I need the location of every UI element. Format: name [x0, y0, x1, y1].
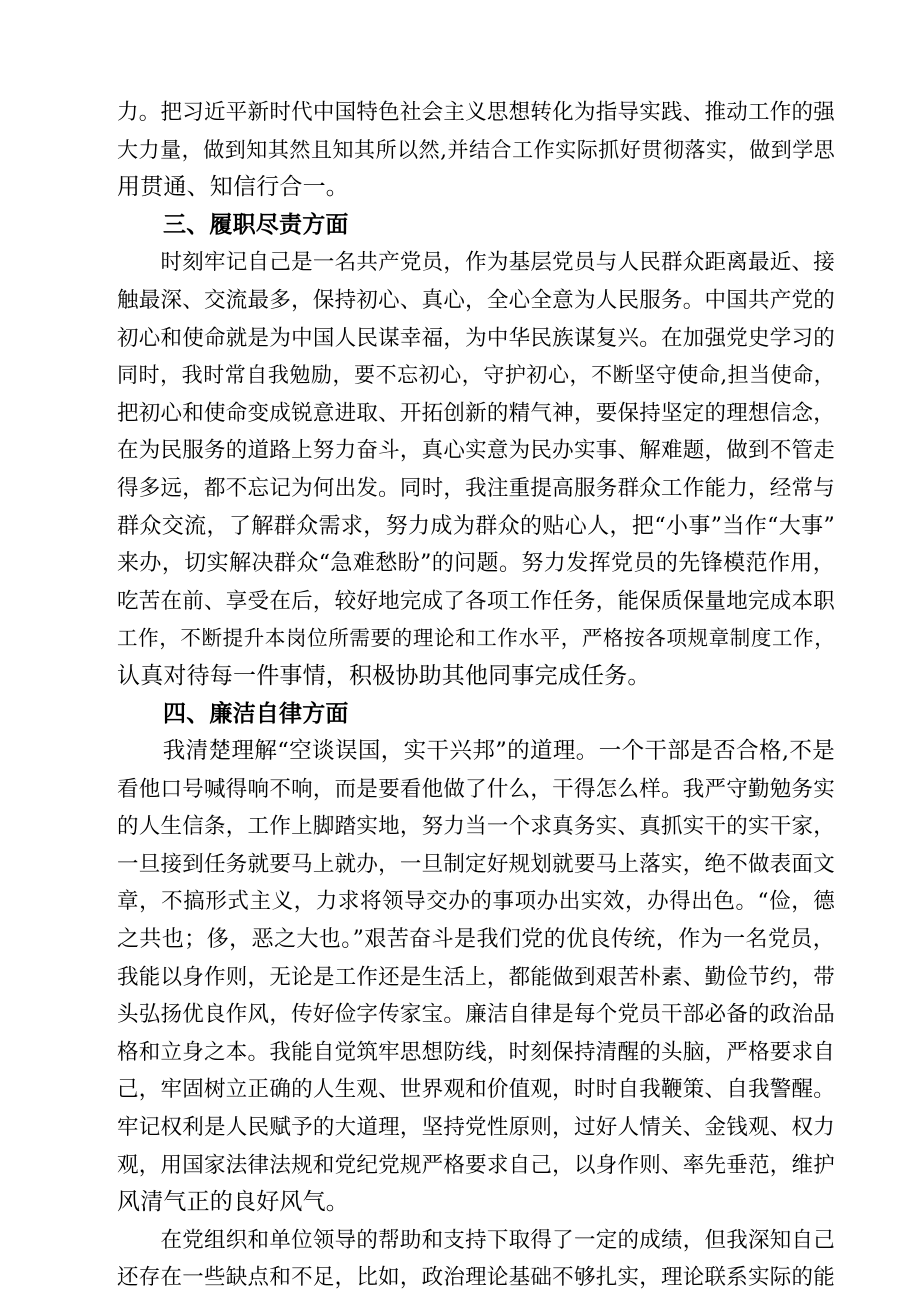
text-line: 同时，我时常自我勉励，要不忘初心，守护初心，不断坚守使命,担当使命， — [117, 363, 835, 388]
text-line: 格和立身之本。我能自觉筑牢思想防线，时刻保持清醒的头脑，严格要求自 — [117, 1039, 835, 1065]
text-line: 我清楚理解“空谈误国，实干兴邦”的道理。一个干部是否合格,不是 — [117, 738, 835, 765]
text-line: 群众交流，了解群众需求，努力成为群众的贴心人，把“小事”当作“大事” — [117, 513, 835, 539]
text-line: 认真对待每一件事情，积极协助其他同事完成任务。 — [117, 662, 651, 689]
text-line: 来办，切实解决群众“急难愁盼”的问题。努力发挥党员的先锋模范作用， — [117, 551, 835, 577]
text-line: 头弘扬优良作风，传好俭字传家宝。廉洁自律是每个党员干部必备的政治品 — [117, 1002, 835, 1028]
section-heading: 三、履职尽责方面 — [163, 211, 349, 238]
text-line: 工作，不断提升本岗位所需要的理论和工作水平，严格按各项规章制度工作， — [117, 626, 835, 651]
text-line: 触最深、交流最多，保持初心、真心，全心全意为人民服务。中国共产党的 — [117, 287, 835, 313]
text-line: 用贯通、知信行合一。 — [117, 174, 349, 201]
document-page — [117, 94, 835, 1297]
text-line: 之共也；侈，恶之大也。”艰苦奋斗是我们党的优良传统，作为一名党员， — [117, 927, 835, 953]
text-line: 观，用国家法律法规和党纪党规严格要求自己，以身作则、率先垂范，维护 — [117, 1152, 835, 1178]
text-line: 在为民服务的道路上努力奋斗，真心实意为民办实事、解难题，做到不管走 — [117, 438, 835, 464]
text-line: 己，牢固树立正确的人生观、世界观和价值观，时时自我鞭策、自我警醒。 — [117, 1077, 835, 1103]
text-line: 的人生信条，工作上脚踏实地，努力当一个求真务实、真抓实干的实干家， — [117, 814, 835, 840]
text-line: 把初心和使命变成锐意进取、开拓创新的精气神，要保持坚定的理想信念， — [117, 400, 835, 426]
text-line: 我能以身作则，无论是工作还是生活上，都能做到艰苦朴素、勤俭节约，带 — [117, 964, 835, 990]
text-line: 在党组织和单位领导的帮助和支持下取得了一定的成绩，但我深知自己 — [117, 1227, 835, 1253]
text-line: 吃苦在前、享受在后，较好地完成了各项工作任务，能保质保量地完成本职 — [117, 588, 835, 614]
text-line: 章，不搞形式主义，力求将领导交办的事项办出实效，办得出色。“俭，德 — [117, 889, 835, 915]
text-line: 时刻牢记自己是一名共产党员，作为基层党员与人民群众距离最近、接 — [117, 250, 835, 276]
section-heading: 四、廉洁自律方面 — [163, 700, 349, 727]
text-line: 风清气正的良好风气。 — [117, 1189, 349, 1216]
text-line: 力。把习近平新时代中国特色社会主义思想转化为指导实践、推动工作的强 — [117, 100, 835, 125]
text-line: 一旦接到任务就要马上就办，一旦制定好规划就要马上落实，绝不做表面文 — [117, 851, 835, 877]
text-line: 看他口号喊得响不响，而是要看他做了什么，干得怎么样。我严守勤勉务实 — [117, 776, 835, 802]
text-line: 大力量，做到知其然且知其所以然,并结合工作实际抓好贯彻落实，做到学思 — [117, 137, 835, 162]
text-line: 牢记权利是人民赋予的大道理，坚持党性原则，过好人情关、金钱观、权力 — [117, 1115, 835, 1141]
text-line: 初心和使命就是为中国人民谋幸福，为中华民族谋复兴。在加强党史学习的 — [117, 325, 835, 351]
text-line: 得多远，都不忘记为何出发。同时，我注重提高服务群众工作能力，经常与 — [117, 475, 835, 501]
text-line: 还存在一些缺点和不足，比如，政治理论基础不够扎实，理论联系实际的能 — [117, 1265, 835, 1291]
